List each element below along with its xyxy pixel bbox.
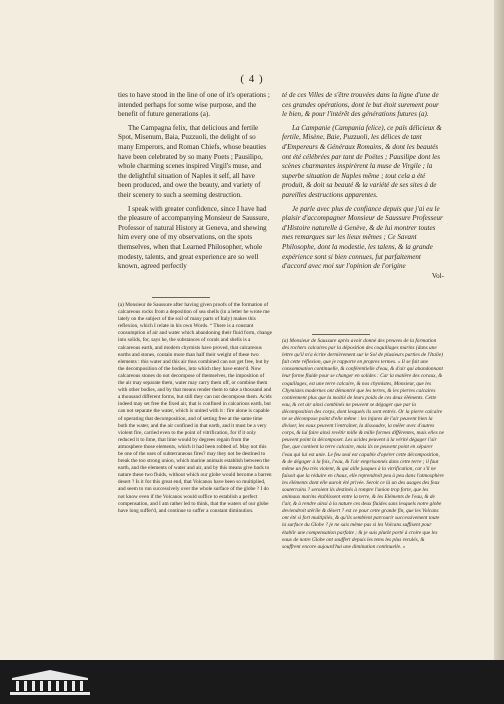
- english-footnote: [118, 302, 272, 515]
- footnote-divider-right: [312, 334, 370, 335]
- french-footnote-text: (a) Monsieur de Saussure après avoir donné des preuves de la formation des rochers calcaires par la déposition des coquillages marins (dans une lettre qu'il m'a écrite dernièrement sur le Sol de plusieurs parties de l'Italie) fait cette réflexion, que je rapporte en propres termes. « Il se fait une consommation continuelle, & conférentielle d'eau, & d'air qui abandonnant leur forme fluide pour se changer en solides : Car la matière des coraux, & coquillages, est une terre calcaire, & nos chymistes, Monsieur, que les Chymistes modernes ont démontré que les terres, & les pierres calcaires contiennent plus que la moitié de leurs poids de ces deux éléments. Cette eau, & cet air ainsi combinés ne peuvent se dégager que par la décomposition des corps, dont lesquels ils sont entrés. Or la pierre calcaire ne se décompose point d'elle même : les injures de l'air peuvent bien la diviser, les eaux peuvent l'entraîner, la dissoudre, la mêler avec d'autres corps, & lui faire ainsi revêtir mille & mille formes différentes, mais elles ne peuvent point la décomposer. Les acides peuvent à la vérité dégager l'air fixe, que contient la terre calcaire, mais ils ne peuvent point en séparer l'eau qui lui est unie. Le feu seul est capable d'opérer cette décomposition, & de dégager à la fois, l'eau, & l'air emprisonnés dans cette terre ; il faut même un feu très violent, & qui aille jusques à la vitrification, car s'il ne faisoit que la réduire en chaux, elle reprendroit peu à peu dans l'atmosphère les éléments dont elle auroit été privée. Seroit ce là un des usages des feux souterrains ? seroient ils destinés à rompre l'union trop forte, que les animaux marins établissent entre la terre, & les Eléments de l'eau, & de l'air, & à rendre ainsi à la nature ces deux fluides sans lesquels notre globe deviendroit stérile & désert ? est ce pour cette grande fin, que les Volcans ont été si fort multipliés, & qu'ils semblent parcourir successivement toute la surface du Globe ? je ne sais même pas si les Volcans suffisent pour établir une compensation parfaite ; & je suis plutôt porté à croire que les eaux de notre Globe ont souffert depuis les tems les plus reculés, & souffrent encore aujourd'hui une diminution continuelle. »: [282, 338, 444, 550]
- catchword: Vol-: [431, 271, 444, 280]
- english-main-text: [118, 91, 270, 272]
- french-footnote: [282, 338, 444, 551]
- library-building-icon-graphic: [8, 668, 92, 698]
- french-paragraph-3: Je parle avec plus de confiance depuis que j'ai eu le plaisir d'accompagner Monsieur de Saussure Professeur d'Histoire naturelle à Genève, & de lui montrer toutes mes remarques sur les lieux mêmes ; Ce Savant Philosophe, dont la modestie, les talens, & la grande expérience sont si bien connues, fut parfaitement d'accord avec moi sur l'opinion de l'origine: [282, 204, 443, 271]
- english-paragraph-1: ties to have stood in the line of one of it's operations ; intended perhaps for some wise purpose, and the benefit of future generations (a).: [118, 91, 270, 119]
- french-main-text: [282, 91, 444, 281]
- library-building-icon: [8, 668, 92, 698]
- english-footnote-text: (a) Monsieur de Saussure after having given proofs of the formation of calcareous rocks from a deposition of sea shells (in a letter he wrote me lately on the subject of the soil of many parts of Italy) makes this reflexion, which I relate in his own Words. “ There is a constant consumption of air and water which abandoning their fluid form, change into solids, for, says he, the substances of corals and shells is a calcareous earth, and modern chymists have proved, that calcareous earths and stones, contain more than half their weight of these two elements : this water and this air thus combined can not get free, but by the decomposition of the bodies, into which they have enter'd. Now calcareous stones do not decompose of themselves, the imposition of the air may separate them, water may carry them off, or combine them with other bodies, and by that means render them to take a thousand and a thousand different forms, but still they can not decompose them. Acids indeed may set free the fixed air, that is confined in calcarious earth, but can not separate the water, which is united with it : fire alone is capable of operating that decomposition, and of setting free at the same time both the water, and the air confined in that earth, and it must be a very violent fire, carried even to the point of vitrification, for if it only reduced it to lime, that lime would by degrees regain from the atmosphere those elements, which it had been robbed of. May not this be one of the uses of subterraneous fires? may they not be destined to break the too strong union, which marine animals establish between the earth, and the elements of water and air, and by this means give back to nature these two fluids, without which our globe would become a barren desert ? Is it for this great end, that Volcanos have been so multiplied, and seem to run successively over the whole surface of the globe ? I do not know even if the Volcanos would suffice to establish a perfect compensation, and I am rather led to think, that the waters of our globe have long suffer'd, and continue to suffer a constant diminution.: [118, 302, 273, 514]
- page-gutter: [494, 0, 504, 704]
- french-paragraph-1: té de ces Villes de s'être trouvées dans la ligne d'une de ces grandes opérations, dont le but étoit surement pour le bien, & pour l'intérêt des générations futures (a).: [282, 91, 439, 119]
- english-paragraph-3: I speak with greater confidence, since I have had the pleasure of accompanying Monsieur de Saussure, Professor of natural History at Geneva, and shewing him every one of my observations, on the spots themselves, when that Learned Philosopher, whole modesty, talents, and great experience are so well known, agreed perfectly: [118, 204, 270, 271]
- page-number: ( 4 ): [240, 73, 264, 85]
- footnote-divider-left: [152, 297, 210, 298]
- english-paragraph-2: The Campagna felix, that delicious and fertile Spot, Misenum, Baia, Puzzuoli, the delight of so many Emperors, and Roman Chiefs, whose beauties have been celebrated by so many Poets ; Pausilipo, whole charming scenes inspired Virgil's muse, and the delightful situation of Naples it self, all have been produced, and owe the beauty, and variety of their scenery to such a seeming destruction.: [118, 123, 267, 199]
- french-paragraph-2: La Campanie (Campania felice), ce païs délicieux & fertile, Misène, Baie, Puzzuoli, les délices de tant d'Empereurs & Généraux Romains, & dont les beautés ont été célébrées par tant de Poëtes ; Pausilipe dont les scènes charmantes inspirèrent la muse de Virgile ; la superbe situation de Naples même ; tout cela a été produit, & doit sa beauté & la variété de ses sites à de pareilles destructions apparentes.: [282, 123, 442, 199]
